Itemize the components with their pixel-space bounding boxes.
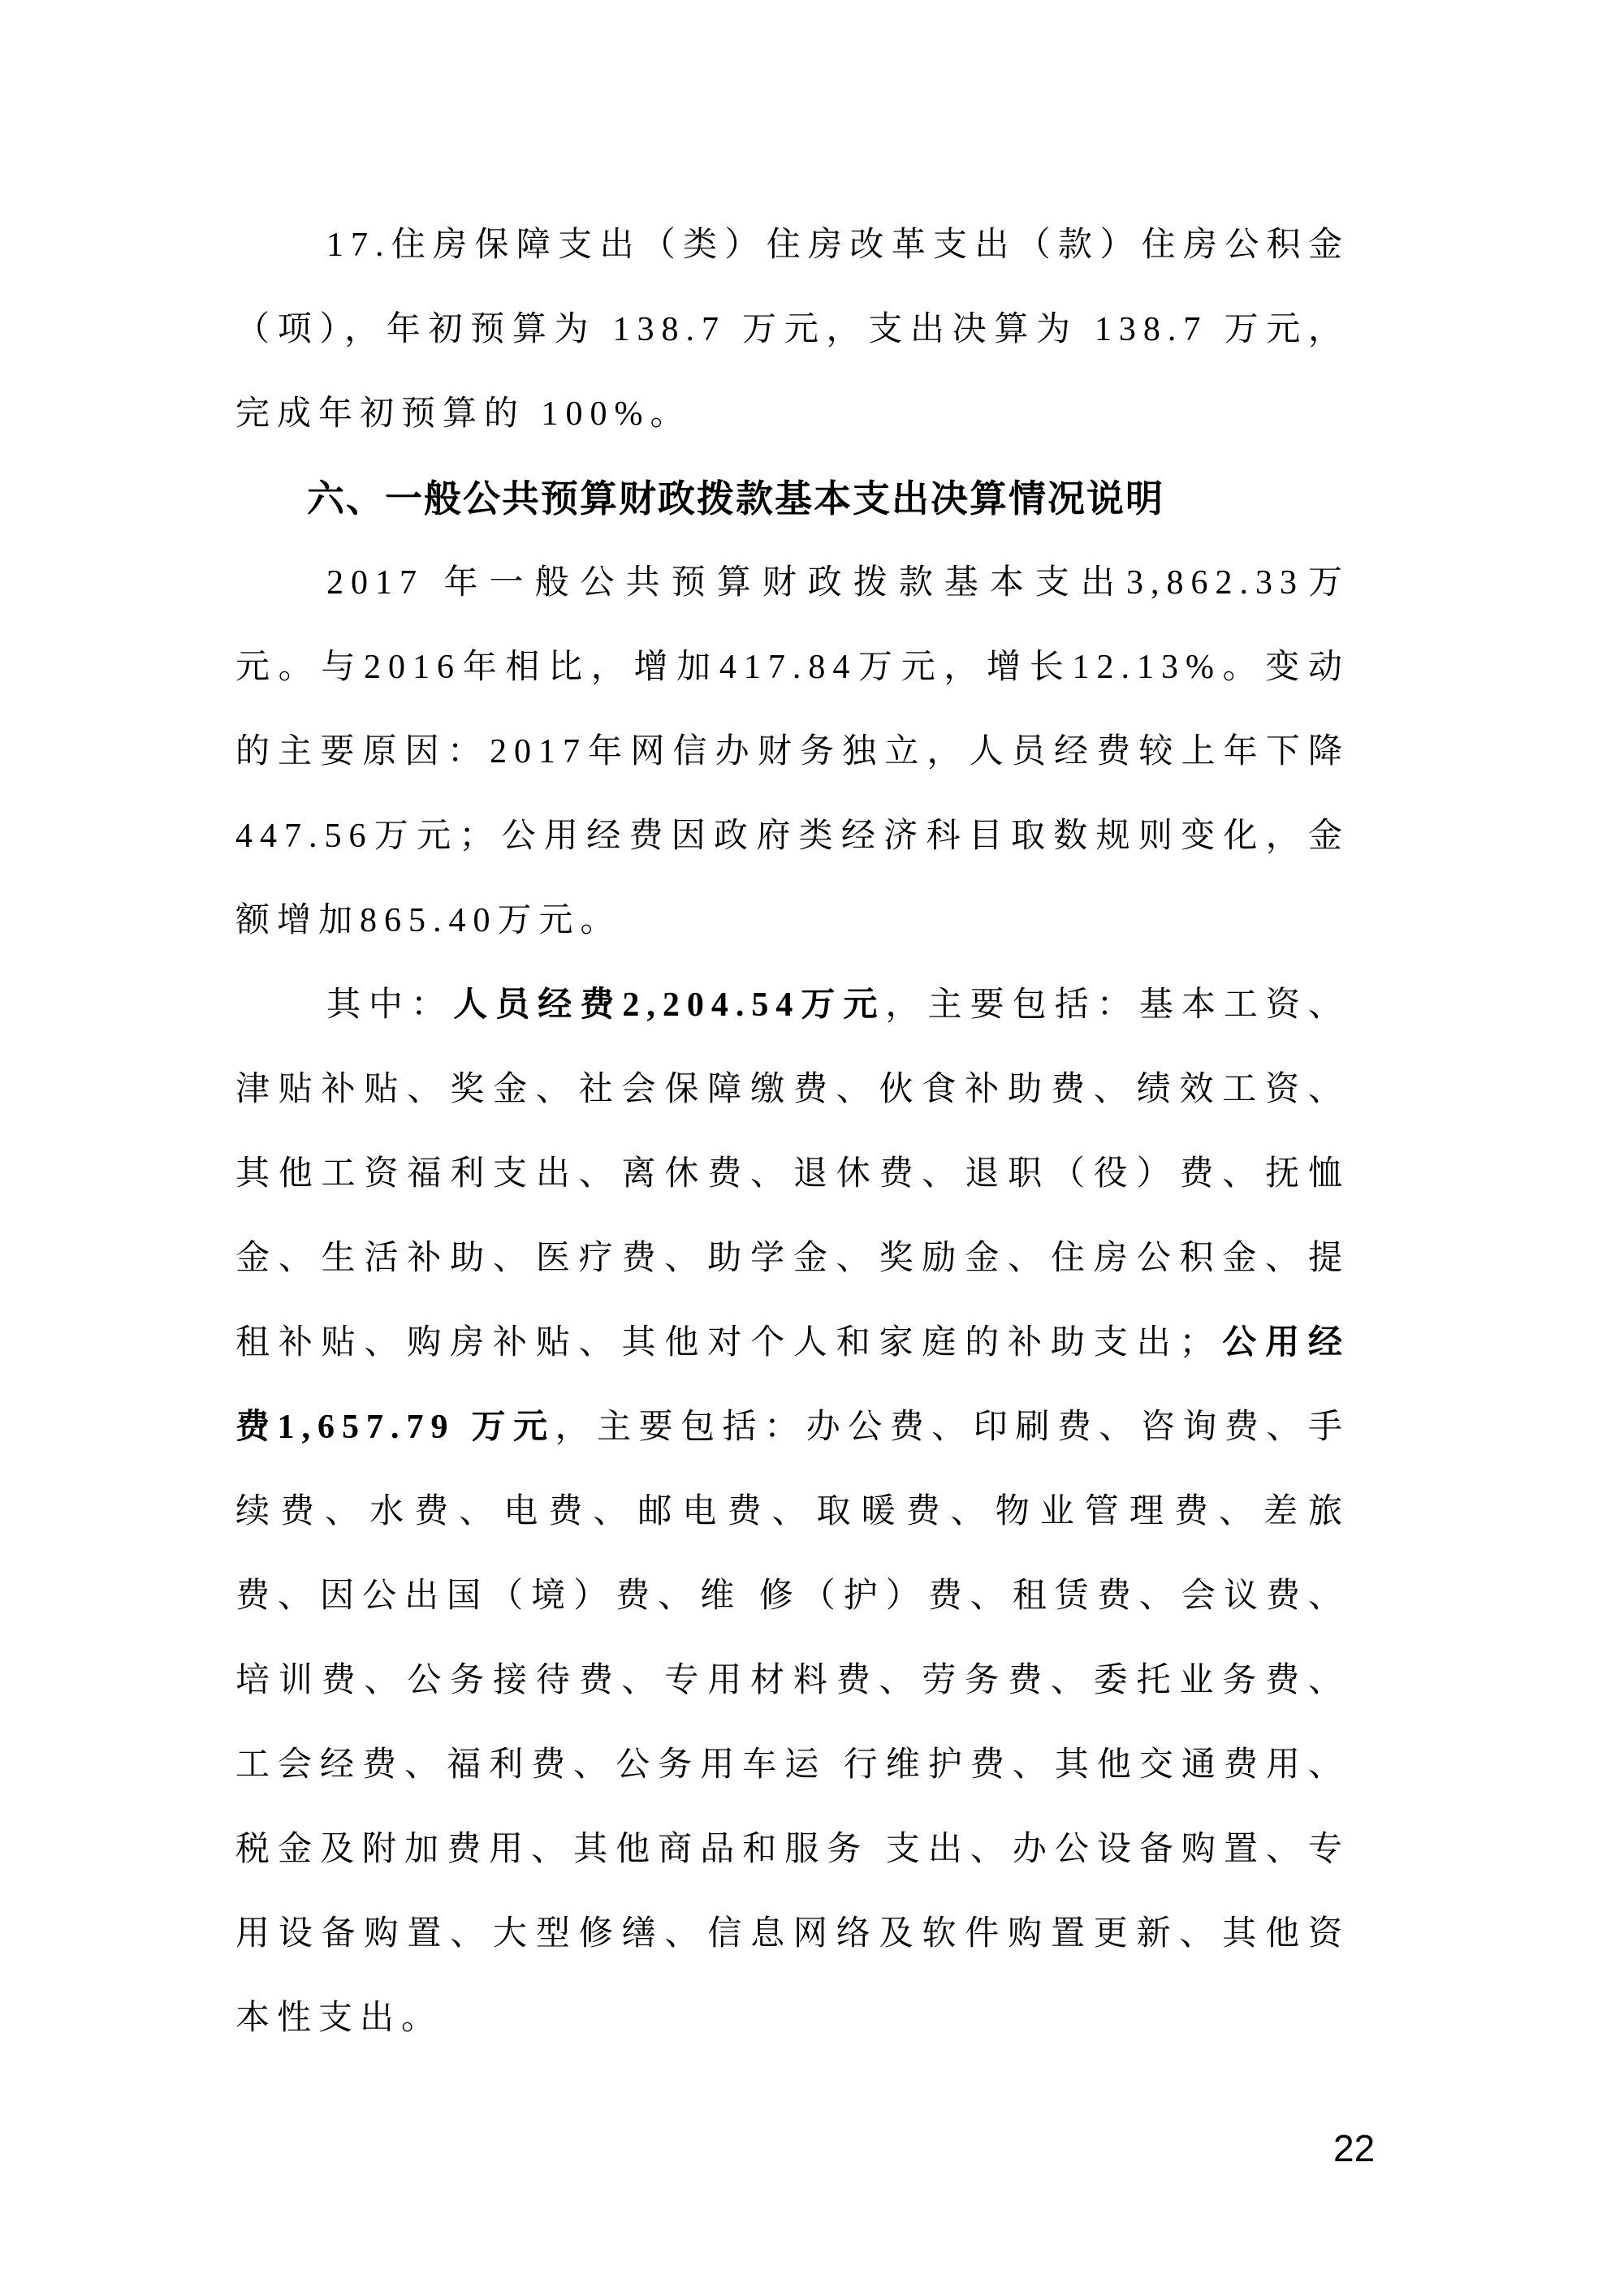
document-body [235,203,1350,2061]
section-heading: 六、一般公共预算财政拨款基本支出决算情况说明 [307,477,1164,520]
public-expense-items: ，主要包括：办公费、印刷费、咨询费、手续费、水费、电费、邮电费、取暖费、物业管理费、差旅费、因公出国（境）费、维 修（护）费、租赁费、会议费、培训费、公务接待费、专用材料费、劳务费、委托业务费、工会经费、福利费、公务用车运 行维护费、其他交通费用、税金及附加费用、其他商品和服务 支出、办公设备购置、专用设备购置、大型修缮、信息网络及软件购置更新、其他资本性支出。 [235,1409,1350,2037]
personnel-expense-amount: 人员经费2,204.54万元 [453,986,886,1024]
public-expense-amount: 公用经费1,657.79 万元 [235,1324,1350,1446]
personnel-expense-items: ，主要包括：基本工资、津贴补贴、奖金、社会保障缴费、伙食补助费、绩效工资、其他工资福利支出、离休费、退休费、退职（役）费、抚恤金、生活补助、医疗费、助学金、奖励金、住房公积金、提租补贴、购房补贴、其他对个人和家庭的补助支出； [235,986,1350,1362]
paragraph-item-17: 17.住房保障支出（类）住房改革支出（款）住房公积金（项），年初预算为 138.7 万元，支出决算为 138.7 万元，完成年初预算的 100%。 [235,227,1350,433]
page-number: 22 [1333,2127,1376,2169]
paragraph-basic-expenditure-summary: 2017 年一般公共预算财政拨款基本支出3,862.33万元。与2016年相比，增加417.84万元，增长12.13%。变动的主要原因：2017年网信办财务独立，人员经费较上年下降447.56万元；公用经费因政府类经济科目取数规则变化，金额增加865.40万元。 [235,564,1350,939]
detail-prefix-text: 其中： [326,986,454,1024]
paragraph-expenditure-detail [235,963,1350,2061]
